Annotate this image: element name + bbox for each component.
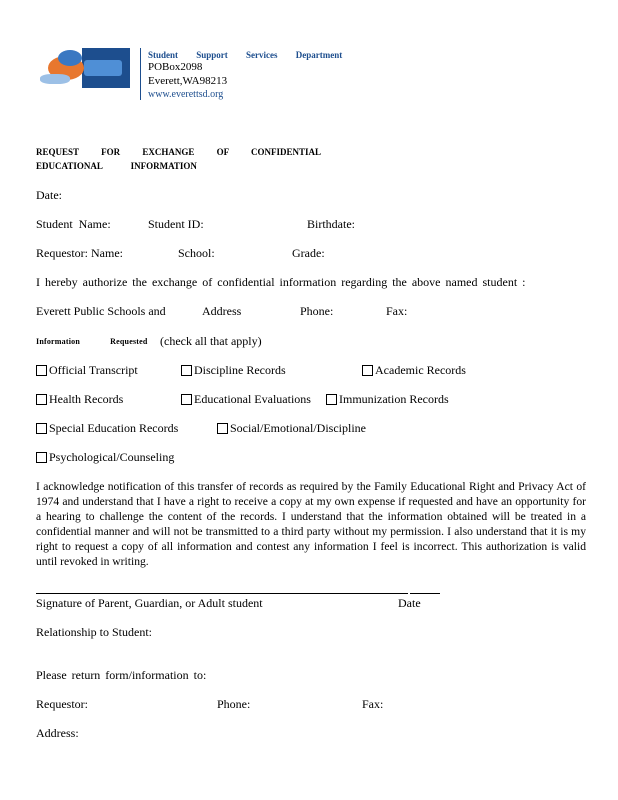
checkbox-box[interactable] xyxy=(36,452,47,463)
checkbox-social-emotional[interactable] xyxy=(217,421,366,436)
authorize-statement: I hereby authorize the exchange of confidential information regarding the above named student : xyxy=(36,275,526,289)
footer-fax-label: Fax: xyxy=(362,697,384,711)
address-label: Address xyxy=(202,304,242,318)
acknowledgement-paragraph: I acknowledge notification of this transfer of records as required by the Family Educational Right and Privacy Act of 1974 and understand that I have a right to receive a copy at my own expense if requested and have an opportunity for a hearing to challenge the content of the records. I understand that the information obtained will be treated in a confidential manner and will not be transmitted to a third party without my permission. I also understand that it is my right to request a copy of all information and contest any information I feel is incorrect. This authorization is valid until revoked in writing. xyxy=(36,480,586,568)
district-logo xyxy=(36,48,130,88)
checkbox-box[interactable] xyxy=(217,423,228,434)
checkbox-educational-evaluations[interactable] xyxy=(181,392,311,407)
checkbox-label: Special Education Records xyxy=(49,421,179,435)
city-state: Everett,WA98213 xyxy=(148,75,228,87)
date-label: Date: xyxy=(36,188,62,202)
checkbox-label: Health Records xyxy=(49,392,124,406)
info-requested-label: Information Requested xyxy=(36,337,148,346)
school-label: School: xyxy=(178,246,215,260)
checkbox-discipline-records[interactable] xyxy=(181,363,286,378)
checkbox-box[interactable] xyxy=(362,365,373,376)
checkbox-label: Psychological/Counseling xyxy=(49,450,175,464)
checkbox-label: Academic Records xyxy=(375,363,466,377)
return-to-label: Please return form/information to: xyxy=(36,668,207,682)
birthdate-label: Birthdate: xyxy=(307,217,355,231)
header-divider xyxy=(140,48,141,100)
footer-phone-label: Phone: xyxy=(217,697,251,711)
checkbox-box[interactable] xyxy=(326,394,337,405)
requestor-name-label: Requestor: Name: xyxy=(36,246,123,260)
footer-address-label: Address: xyxy=(36,726,79,740)
checkbox-academic-records[interactable] xyxy=(362,363,466,378)
checkbox-box[interactable] xyxy=(36,365,47,376)
checkbox-box[interactable] xyxy=(181,365,192,376)
footer-requestor-label: Requestor: xyxy=(36,697,88,711)
checkbox-label: Immunization Records xyxy=(339,392,449,406)
checkbox-label: Social/Emotional/Discipline xyxy=(230,421,366,435)
checkbox-box[interactable] xyxy=(36,394,47,405)
phone-label: Phone: xyxy=(300,304,334,318)
date-line[interactable] xyxy=(410,593,440,594)
checkbox-official-transcript[interactable] xyxy=(36,363,138,378)
checkbox-label: Educational Evaluations xyxy=(194,392,311,406)
checkbox-special-education-records[interactable] xyxy=(36,421,178,436)
checkbox-psychological[interactable] xyxy=(36,450,174,465)
checkbox-immunization-records[interactable] xyxy=(326,392,449,407)
student-id-label: Student ID: xyxy=(148,217,204,231)
form-title-line2: EDUCATIONAL INFORMATION xyxy=(36,161,197,171)
department-name: Student Support Services Department xyxy=(148,50,343,60)
signature-line[interactable] xyxy=(36,593,408,594)
website-link[interactable]: www.everettsd.org xyxy=(148,89,224,100)
form-title-line1: REQUEST FOR EXCHANGE OF CONFIDENTIAL xyxy=(36,147,322,157)
check-all-hint: (check all that apply) xyxy=(160,334,262,348)
signature-date-label: Date xyxy=(398,596,421,610)
grade-label: Grade: xyxy=(292,246,325,260)
checkbox-box[interactable] xyxy=(36,423,47,434)
fax-label: Fax: xyxy=(386,304,408,318)
po-box: POBox2098 xyxy=(148,61,203,73)
checkbox-health-records[interactable] xyxy=(36,392,123,407)
relationship-label: Relationship to Student: xyxy=(36,625,152,639)
everett-label: Everett Public Schools and xyxy=(36,304,166,318)
checkbox-box[interactable] xyxy=(181,394,192,405)
checkbox-label: Discipline Records xyxy=(194,363,286,377)
student-name-label: Student Name: xyxy=(36,217,111,231)
signature-label: Signature of Parent, Guardian, or Adult student xyxy=(36,596,263,610)
checkbox-label: Official Transcript xyxy=(49,363,138,377)
